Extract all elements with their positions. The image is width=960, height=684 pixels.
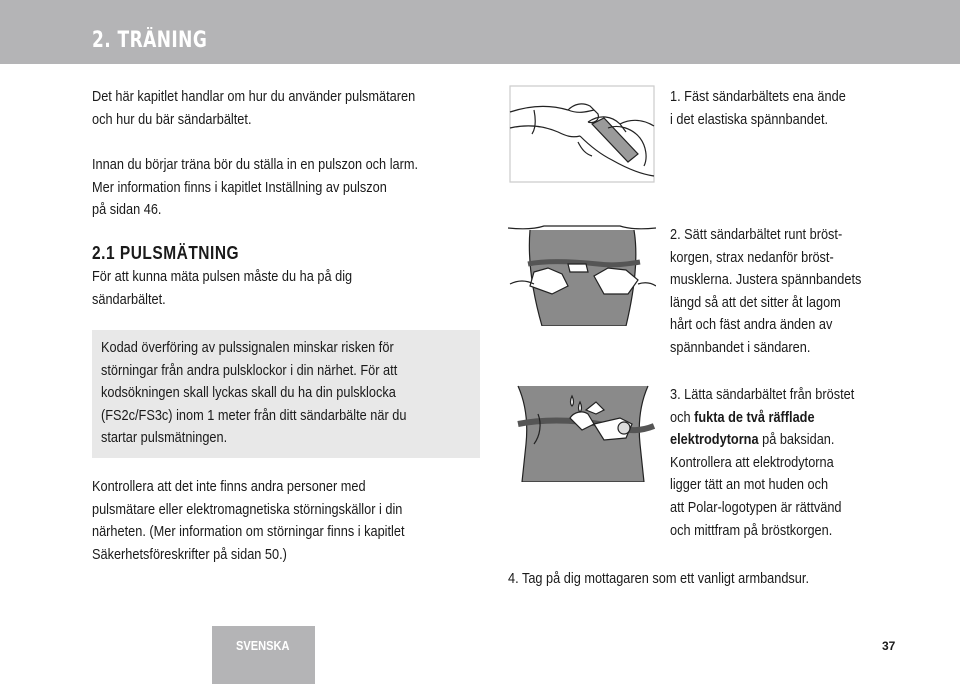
text-line: (FS2c/FS3c) inom 1 meter från ditt sändarbälte när du — [101, 406, 407, 424]
text-line: musklerna. Justera spännbandets — [670, 271, 862, 289]
text-line: och mittfram på bröstkorgen. — [670, 521, 833, 539]
intro-paragraph-1 — [92, 86, 415, 131]
text-line: spännbandet i sändaren. — [670, 338, 811, 356]
moisten-electrodes-drawing — [508, 384, 656, 482]
text-line: 2. Sätt sändarbältet runt bröst- — [670, 226, 843, 243]
text-line: Innan du börjar träna bör du ställa in en pulszon och larm. — [92, 156, 419, 173]
text-line: Kontrollera att det inte finns andra personer med — [92, 478, 366, 495]
section-lead — [92, 266, 352, 311]
language-label: SVENSKA — [236, 638, 290, 653]
text-line — [670, 429, 854, 452]
page-number: 37 — [882, 639, 896, 653]
language-tab — [212, 626, 315, 684]
text-run: på baksidan. — [758, 431, 835, 449]
text-line: startar pulsmätningen. — [101, 429, 228, 447]
step-2 — [670, 224, 861, 360]
step-3 — [670, 384, 854, 542]
text-line: närheten. (Mer information om störningar finns i kapitlet — [92, 523, 405, 541]
text-line: och hur du bär sändarbältet. — [92, 110, 252, 128]
text-line: Kontrollera att elektrodytorna — [670, 453, 834, 471]
text-line: Kodad överföring av pulssignalen minskar risken för — [101, 339, 394, 356]
step-1 — [670, 86, 846, 131]
illustration-strap-chest — [508, 224, 656, 326]
text-line: 1. Fäst sändarbältets ena ände — [670, 88, 846, 105]
illustration-strap-attach — [508, 84, 656, 184]
emphasis-text: elektrodytorna — [670, 431, 759, 449]
text-run: och — [670, 408, 695, 426]
chapter-title: 2. TRÄNING — [92, 28, 208, 53]
strap-attach-drawing — [508, 84, 656, 184]
note-text — [101, 337, 406, 450]
intro-paragraph-2 — [92, 154, 418, 222]
text-line: på sidan 46. — [92, 201, 162, 219]
interference-paragraph — [92, 476, 405, 566]
text-line: 3. Lätta sändarbältet från bröstet — [670, 386, 855, 403]
text-line: Säkerhetsföreskrifter på sidan 50.) — [92, 545, 287, 563]
text-line: kodsökningen skall lyckas skall du ha din pulsklocka — [101, 384, 396, 402]
text-line: korgen, strax nedanför bröst- — [670, 248, 834, 266]
text-line: längd så att det sitter åt lagom — [670, 293, 841, 311]
text-line: Det här kapitlet handlar om hur du använder pulsmätaren — [92, 88, 416, 105]
text-line: ligger tätt an mot huden och — [670, 476, 829, 494]
text-line: Mer information finns i kapitlet Inställning av pulszon — [92, 178, 387, 196]
illustration-moisten-electrodes — [508, 384, 656, 482]
section-title: 2.1 PULSMÄTNING — [92, 243, 240, 263]
text-line: att Polar-logotypen är rättvänd — [670, 498, 842, 516]
text-line: pulsmätare eller elektromagnetiska störningskällor i din — [92, 500, 403, 518]
text-line — [670, 407, 854, 430]
text-line: sändarbältet. — [92, 290, 166, 308]
text-line: i det elastiska spännbandet. — [670, 110, 829, 128]
text-line: 4. Tag på dig mottagaren som ett vanligt armbandsur. — [508, 570, 809, 587]
emphasis-text: fukta de två räfflade — [694, 408, 815, 426]
text-line: störningar från andra pulsklockor i din närhet. För att — [101, 361, 398, 379]
step-4 — [508, 568, 809, 591]
text-line: För att kunna mäta pulsen måste du ha på dig — [92, 268, 353, 285]
strap-chest-drawing — [508, 224, 656, 326]
text-line: hårt och fäst andra änden av — [670, 316, 833, 334]
